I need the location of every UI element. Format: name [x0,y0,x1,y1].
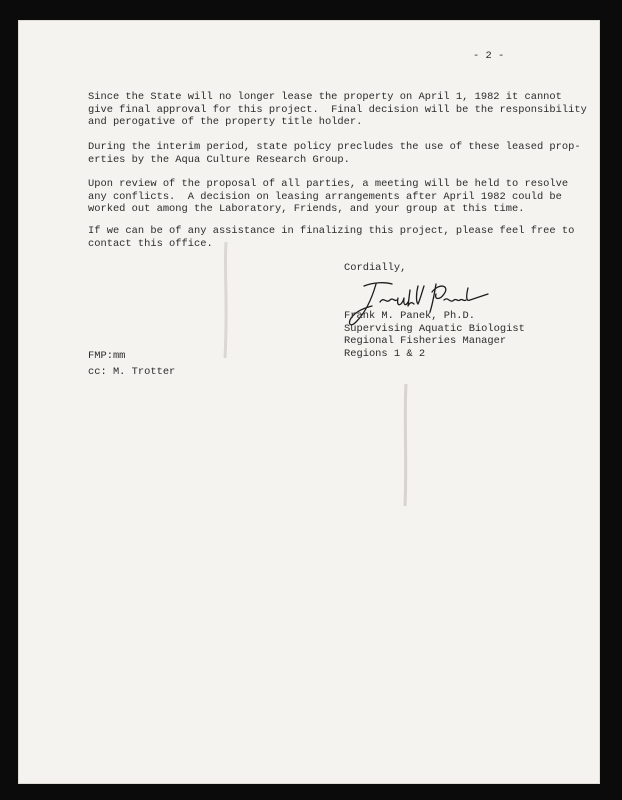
paragraph-assistance: If we can be of any assistance in finalizing this project, please feel free to contact this office. [88,225,575,250]
paragraph-meeting: Upon review of the proposal of all parties, a meeting will be held to resolve any conflicts. A decision on leasing arrangements after April 1982 could be worked out among the Laboratory, Friends, and your group at this time. [88,178,569,216]
carbon-copy: cc: M. Trotter [88,366,176,378]
closing: Cordially, [344,262,407,274]
reference-initials: FMP:mm [88,350,126,362]
scan-smudge [214,240,238,360]
signer-name: Frank M. Panek, Ph.D. [344,310,475,322]
signer-title-3: Regions 1 & 2 [344,347,426,360]
signer-title-2: Regional Fisheries Manager [344,335,507,348]
letter-page [18,20,600,784]
paragraph-interim-policy: During the interim period, state policy precludes the use of these leased prop- erties by the Aqua Culture Research Group. [88,141,581,166]
signer-title-1: Supervising Aquatic Biologist [344,322,525,335]
paragraph-lease-approval: Since the State will no longer lease the property on April 1, 1982 it cannot give final approval for this project. Final decision will be the responsibility and perogative of the property title holder. [88,91,587,129]
signature-block [344,310,525,360]
page-number: - 2 - [473,50,505,62]
scan-smudge [394,380,418,510]
